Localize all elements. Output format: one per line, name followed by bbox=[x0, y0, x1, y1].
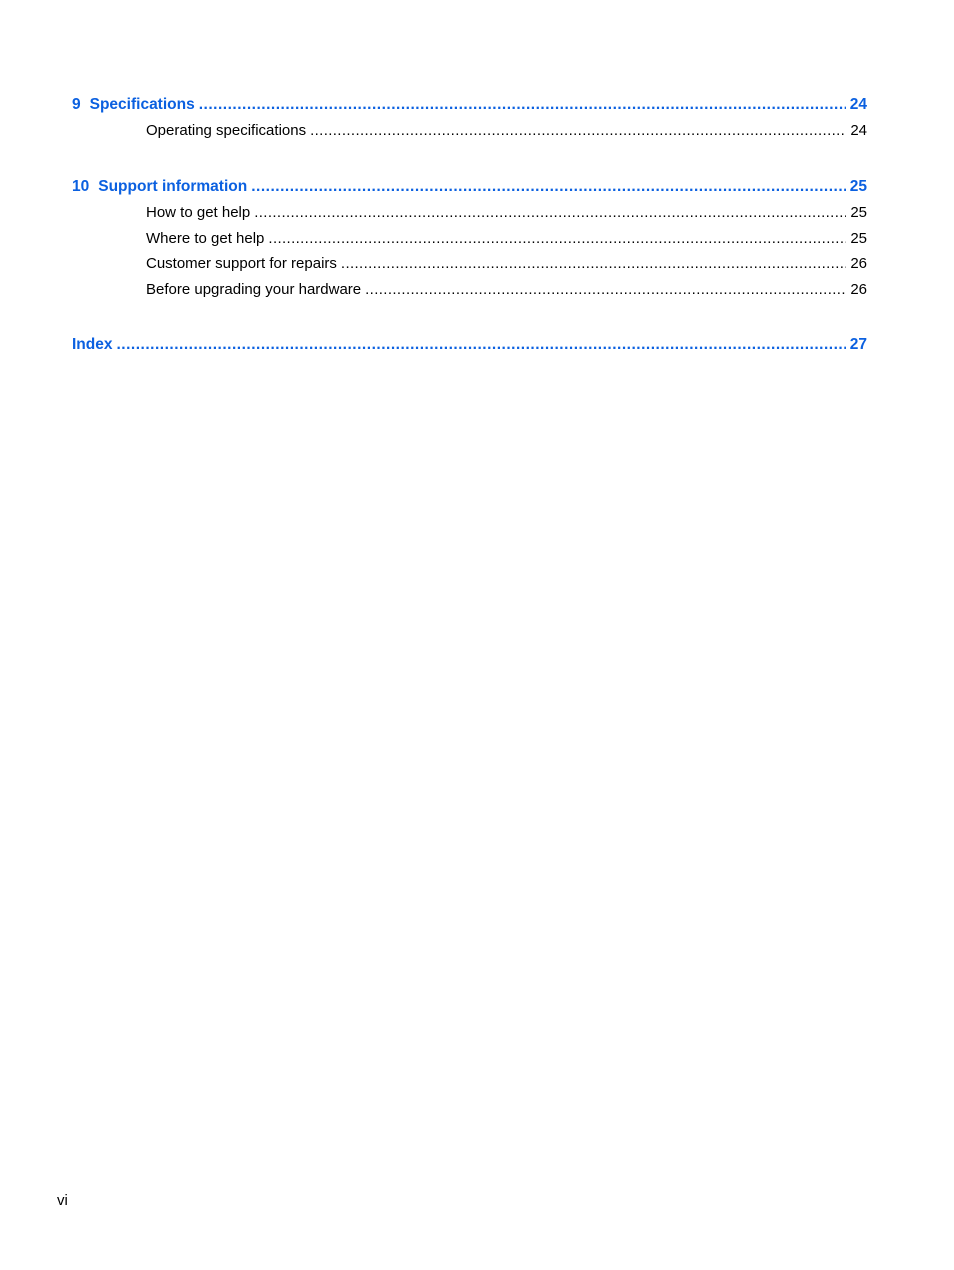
section-title: How to get help bbox=[146, 204, 251, 221]
toc-chapter-10[interactable] bbox=[72, 178, 867, 196]
page-number: 24 bbox=[850, 122, 867, 139]
page-number[interactable]: 25 bbox=[849, 178, 867, 195]
leader-dots bbox=[254, 204, 846, 222]
section-title: Operating specifications bbox=[146, 122, 307, 139]
page-number[interactable]: 27 bbox=[849, 336, 867, 353]
toc-section-where-to-get-help bbox=[72, 230, 867, 248]
leader-dots bbox=[310, 122, 846, 140]
toc-index[interactable] bbox=[72, 336, 867, 354]
chapter-title[interactable]: Support information bbox=[98, 178, 248, 195]
page-number: 26 bbox=[850, 281, 867, 298]
chapter-number: 9 bbox=[72, 96, 81, 113]
page-number: 25 bbox=[850, 230, 867, 247]
leader-dots bbox=[116, 336, 845, 354]
section-title: Where to get help bbox=[146, 230, 265, 247]
page-number: 26 bbox=[850, 255, 867, 272]
toc-section-before-upgrading bbox=[72, 281, 867, 299]
section-title: Customer support for repairs bbox=[146, 255, 337, 272]
leader-dots bbox=[199, 96, 846, 114]
leader-dots bbox=[268, 230, 846, 248]
toc-chapter-9[interactable] bbox=[72, 96, 867, 114]
chapter-number: 10 bbox=[72, 178, 90, 195]
toc-section-operating-specifications bbox=[72, 122, 867, 140]
section-title: Before upgrading your hardware bbox=[146, 281, 362, 298]
index-title[interactable]: Index bbox=[72, 336, 113, 353]
leader-dots bbox=[341, 255, 846, 273]
leader-dots bbox=[365, 281, 846, 299]
table-of-contents bbox=[72, 96, 867, 354]
toc-section-customer-support bbox=[72, 255, 867, 273]
page-number: 25 bbox=[850, 204, 867, 221]
chapter-title[interactable]: Specifications bbox=[89, 96, 195, 113]
page-folio: vi bbox=[57, 1192, 68, 1209]
page-number[interactable]: 24 bbox=[849, 96, 867, 113]
toc-section-how-to-get-help bbox=[72, 204, 867, 222]
leader-dots bbox=[251, 178, 846, 196]
